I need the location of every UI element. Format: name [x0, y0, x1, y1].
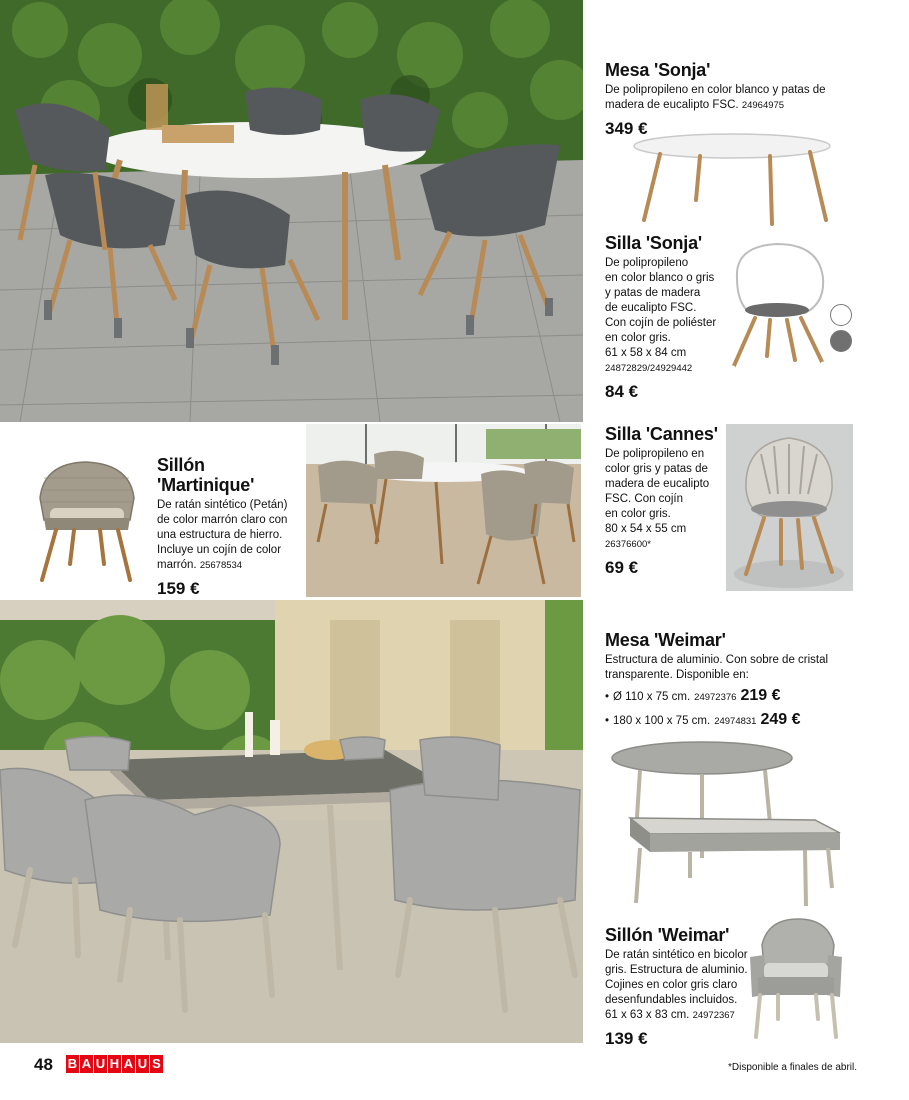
product-description: De ratán sintético en bicolor gris. Estructura de aluminio. Cojines en color gris claro desenfundables incluidos. 61 x 63 x 83 cm. 24972367 — [605, 949, 748, 1021]
option-price: 219 € — [740, 687, 781, 704]
product-ref: 25678534 — [199, 560, 243, 571]
product-title: Sillón 'Weimar' — [605, 925, 730, 945]
product-description: De polipropileno en color blanco y patas de madera de eucalipto FSC. 24964975 — [605, 84, 826, 111]
option-price: 249 € — [760, 711, 801, 728]
product-mesa-weimar — [605, 630, 865, 733]
product-title: Sillón 'Martinique' — [157, 455, 255, 495]
size-option: • 180 x 100 x 75 cm. 24974831 249 € — [605, 709, 865, 733]
product-title: Mesa 'Weimar' — [605, 630, 726, 650]
product-ref: 24872829/24929442 — [605, 363, 693, 374]
product-title: Mesa 'Sonja' — [605, 60, 711, 80]
product-price: 159 € — [157, 579, 200, 598]
bauhaus-logo: B A U H A U S — [66, 1055, 163, 1073]
product-ref: 26376600* — [605, 539, 651, 550]
photo-mesa-sonja — [630, 128, 835, 228]
photo-martinique-set — [306, 424, 581, 597]
product-sillon-martinique — [157, 455, 302, 599]
product-silla-cannes — [605, 424, 730, 578]
product-sillon-weimar — [605, 925, 765, 1049]
product-price: 139 € — [605, 1029, 648, 1048]
product-price: 349 € — [605, 119, 648, 138]
photo-weimar-set — [0, 600, 583, 1043]
color-swatch-white[interactable] — [830, 304, 852, 326]
product-description: Estructura de aluminio. Con sobre de cristal transparente. Disponible en: — [605, 654, 829, 681]
color-swatch-grey[interactable] — [830, 330, 852, 352]
photo-sillon-martinique — [34, 458, 138, 588]
footnote: *Disponible a finales de abril. — [728, 1062, 857, 1073]
product-description: De ratán sintético (Petán) de color marrón claro con una estructura de hierro. Incluye un cojín de color marrón. 25678534 — [157, 499, 288, 571]
photo-sillon-weimar — [748, 915, 844, 1042]
product-title: Silla 'Sonja' — [605, 233, 702, 253]
product-price: 84 € — [605, 382, 639, 401]
product-title: Silla 'Cannes' — [605, 424, 718, 444]
photo-silla-cannes — [726, 424, 853, 591]
product-description: De polipropileno en color gris y patas de madera de eucalipto FSC. Con cojín en color gris. 80 x 54 x 55 cm 26376600* — [605, 447, 730, 552]
product-silla-sonja — [605, 233, 735, 402]
photo-mesa-weimar — [610, 738, 842, 908]
product-description: De polipropileno en color blanco o gris y patas de madera de eucalipto FSC. Con cojín de poliéster en color gris. 61 x 58 x 84 cm 24872829/24929442 — [605, 256, 735, 376]
photo-sonja-set — [0, 0, 583, 422]
photo-silla-sonja — [725, 238, 830, 388]
product-ref: 24964975 — [741, 100, 785, 111]
product-ref: 24972367 — [692, 1010, 735, 1021]
size-option: • Ø 110 x 75 cm. 24972376 219 € — [605, 685, 865, 709]
product-price: 69 € — [605, 558, 639, 577]
page-number: 48 — [34, 1055, 53, 1074]
